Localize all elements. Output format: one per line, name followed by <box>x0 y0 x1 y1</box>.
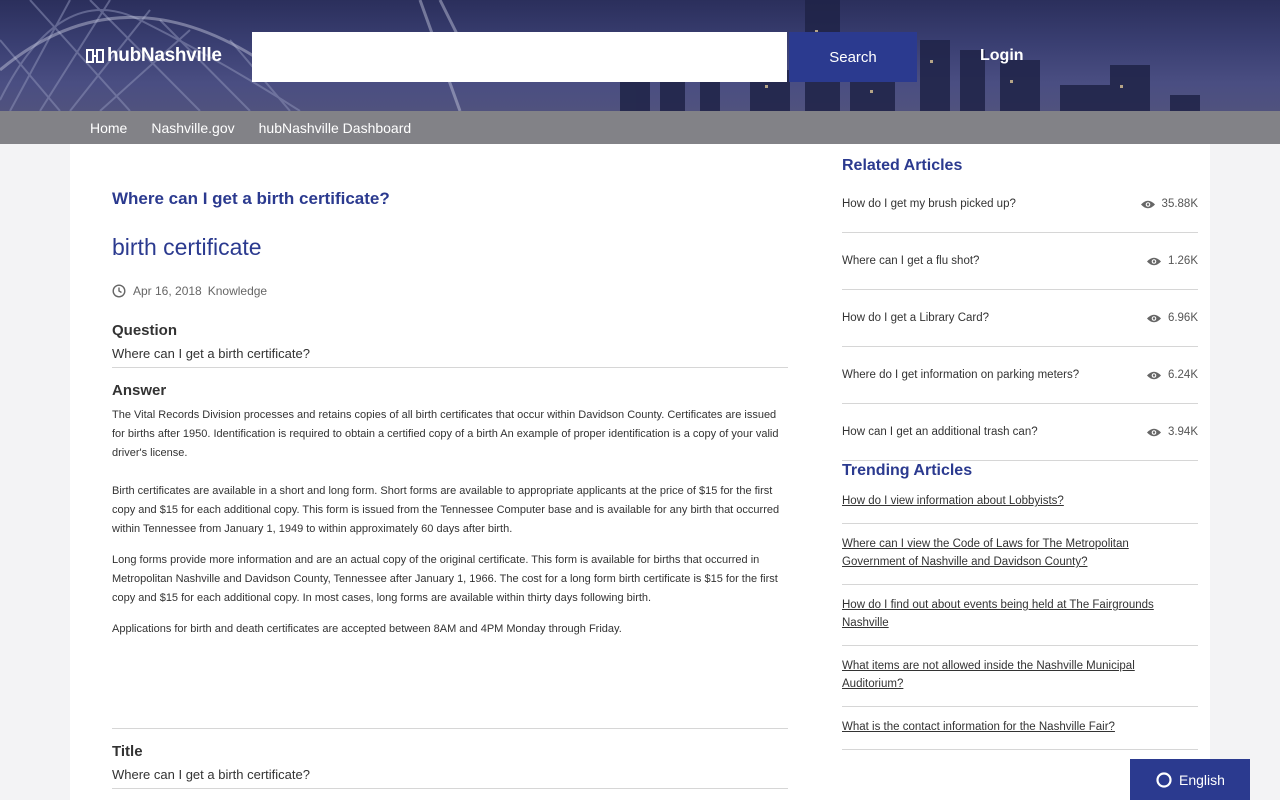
answer-paragraph: Applications for birth and death certificates are accepted between 8AM and 4PM Monday through Friday. <box>112 623 622 635</box>
related-article-title[interactable]: Where do I get information on parking meters? <box>842 369 1080 381</box>
related-articles-heading: Related Articles <box>842 157 963 174</box>
eye-icon <box>1146 370 1162 381</box>
logo-icon <box>86 48 104 64</box>
related-article-title[interactable]: How can I get an additional trash can? <box>842 426 1038 438</box>
logo-text: hubNashville <box>107 45 222 66</box>
view-count <box>1146 312 1198 324</box>
answer-body <box>112 406 788 651</box>
view-count <box>1146 426 1198 438</box>
eye-icon <box>1146 427 1162 438</box>
related-article-item[interactable] <box>842 233 1198 290</box>
view-count-value: 1.26K <box>1167 255 1198 267</box>
language-label: English <box>1179 771 1225 788</box>
language-icon <box>1156 772 1172 788</box>
related-article-item[interactable] <box>842 404 1198 461</box>
related-article-item[interactable] <box>842 347 1198 404</box>
eye-icon <box>1146 256 1162 267</box>
trending-article-item <box>842 585 1198 646</box>
question-divider <box>112 367 788 368</box>
language-selector-button[interactable] <box>1130 759 1250 800</box>
view-count-value: 35.88K <box>1161 198 1198 210</box>
trending-article-item <box>842 484 1198 524</box>
title-value: Where can I get a birth certificate? <box>112 767 310 782</box>
answer-paragraph: The Vital Records Division processes and retains copies of all birth certificates that occur within Davidson County. Certificates are issued for births after 1950. Identification is required to obtain a certified copy of a birth An example of proper identification is a copy of your valid driver's license. <box>112 409 779 459</box>
search-input[interactable] <box>252 32 787 82</box>
trending-article-link[interactable]: How do I view information about Lobbyists? <box>842 495 1064 507</box>
eye-icon <box>1140 199 1156 210</box>
answer-paragraph: Long forms provide more information and are an actual copy of the original certificate. This form is available for births that occurred in Metropolitan Nashville and Davidson County, Tennessee after January 1, 1966. The cost for a long form birth certificate is $15 for the first copy and $15 for each additional copy. In most cases, long forms are available within thirty days following birth. <box>112 554 778 604</box>
related-article-title[interactable]: How do I get a Library Card? <box>842 312 990 324</box>
trending-article-link[interactable]: What items are not allowed inside the Nashville Municipal Auditorium? <box>842 660 1135 690</box>
related-article-title[interactable]: How do I get my brush picked up? <box>842 198 1016 210</box>
view-count-value: 6.24K <box>1167 369 1198 381</box>
view-count-value: 6.96K <box>1167 312 1198 324</box>
view-count <box>1146 255 1198 267</box>
nav-item-hubnashville-dashboard[interactable]: hubNashville Dashboard <box>258 119 412 136</box>
trending-articles-heading: Trending Articles <box>842 462 973 479</box>
nav-item-nashville-gov[interactable]: Nashville.gov <box>151 119 235 136</box>
view-count <box>1140 198 1198 210</box>
question-label: Question <box>112 322 178 339</box>
main-content <box>70 144 1210 800</box>
title-label: Title <box>112 743 143 760</box>
nav-item-home[interactable]: Home <box>90 119 128 136</box>
hubnashville-logo[interactable] <box>86 44 222 68</box>
related-article-title[interactable]: Where can I get a flu shot? <box>842 255 980 267</box>
article-question-title: Where can I get a birth certificate? <box>112 189 390 208</box>
related-article-item[interactable] <box>842 176 1198 233</box>
question-value: Where can I get a birth certificate? <box>112 346 310 361</box>
trending-article-item <box>842 524 1198 585</box>
search-button[interactable]: Search <box>789 32 917 82</box>
login-link[interactable]: Login <box>980 47 1024 64</box>
view-count-value: 3.94K <box>1167 426 1198 438</box>
site-header <box>0 0 1280 111</box>
answer-divider <box>112 728 788 729</box>
clock-icon <box>112 284 126 298</box>
trending-article-link[interactable]: How do I find out about events being held at The Fairgrounds Nashville <box>842 599 1154 629</box>
trending-article-link[interactable]: What is the contact information for the Nashville Fair? <box>842 721 1115 733</box>
article-meta <box>112 284 267 298</box>
article-date: Apr 16, 2018 <box>133 284 202 298</box>
trending-article-item <box>842 707 1198 750</box>
related-article-item[interactable] <box>842 290 1198 347</box>
article-type: Knowledge <box>207 284 268 298</box>
answer-paragraph: Birth certificates are available in a short and long form. Short forms are available to appropriate applicants at the price of $15 for the first copy and $15 for each additional copy. This form is issued from the Tennessee Computer base and is available for any birth that occurred within Tennessee from January 1, 1949 to within approximately 60 days after birth. <box>112 485 780 535</box>
nav-bar <box>0 111 1280 144</box>
trending-article-item <box>842 646 1198 707</box>
answer-label: Answer <box>112 382 167 399</box>
trending-article-link[interactable]: Where can I view the Code of Laws for The Metropolitan Government of Nashville and Davidson County? <box>842 538 1129 568</box>
view-count <box>1146 369 1198 381</box>
eye-icon <box>1146 313 1162 324</box>
article-heading: birth certificate <box>112 234 262 260</box>
title-divider <box>112 788 788 789</box>
